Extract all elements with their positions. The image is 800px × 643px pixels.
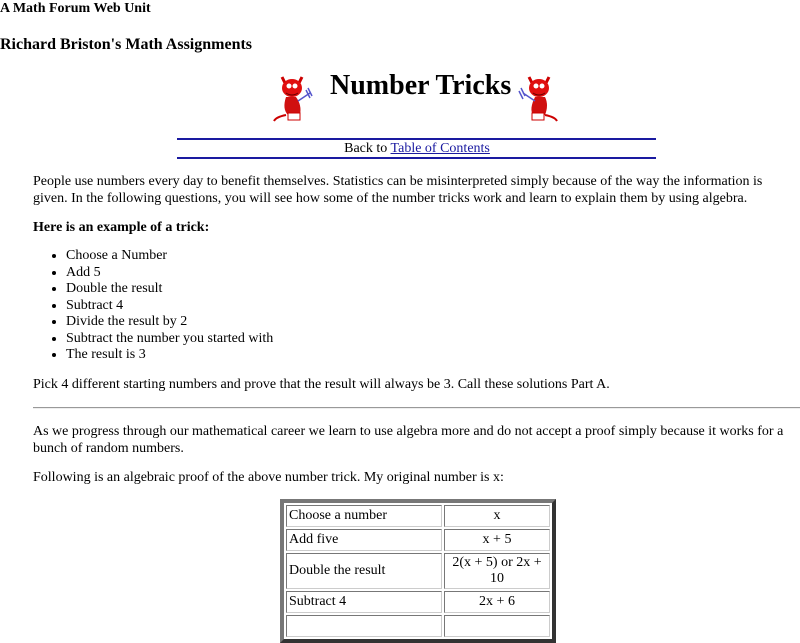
example-heading: Here is an example of a trick:	[33, 220, 210, 235]
table-row	[286, 505, 550, 527]
step-cell	[286, 615, 442, 637]
table-of-contents-link[interactable]: Table of Contents	[390, 141, 490, 156]
page-heading: Richard Briston's Math Assignments	[0, 36, 253, 53]
step-cell: Choose a number	[286, 505, 442, 527]
expression-cell: x	[444, 505, 550, 527]
part-a-paragraph: Pick 4 different starting numbers and prove that the result will always be 3. Call these solutions Part A.	[33, 377, 610, 392]
expression-cell	[444, 615, 550, 637]
expression-cell: 2(x + 5) or 2x + 10	[444, 553, 550, 589]
devil-mascot-icon	[272, 71, 314, 123]
list-item: • Divide the result by 2	[66, 314, 273, 331]
back-prefix: Back to	[344, 141, 391, 156]
step-cell: Add five	[286, 529, 442, 551]
proof-intro: Following is an algebraic proof of the above number trick. My original number is x:	[33, 470, 504, 485]
divider	[33, 407, 800, 409]
intro-paragraph: People use numbers every day to benefit themselves. Statistics can be misinterpreted simply because of the way the information is given. In the following questions, you will see how some of the number tricks work and learn to explain them by using algebra.	[33, 174, 763, 206]
list-item: • Subtract the number you started with	[66, 331, 273, 348]
divider	[177, 138, 656, 140]
list-item: • Choose a Number	[66, 248, 273, 265]
trick-steps-list	[33, 248, 273, 364]
progress-paragraph: As we progress through our mathematical career we learn to use algebra more and do not accept a proof simply because it works for a bunch of random numbers.	[33, 424, 784, 456]
divider	[177, 157, 656, 159]
page-title: Number Tricks	[330, 70, 512, 101]
algebraic-proof-table	[280, 499, 556, 643]
list-item: • Add 5	[66, 265, 273, 282]
list-item: • Subtract 4	[66, 298, 273, 315]
table-row	[286, 615, 550, 637]
expression-cell: 2x + 6	[444, 591, 550, 613]
list-item: • The result is 3	[66, 347, 273, 364]
back-nav	[0, 141, 800, 157]
devil-mascot-icon	[517, 71, 559, 123]
site-label: A Math Forum Web Unit	[0, 1, 151, 16]
expression-cell: x + 5	[444, 529, 550, 551]
table-row	[286, 529, 550, 551]
step-cell: Subtract 4	[286, 591, 442, 613]
step-cell: Double the result	[286, 553, 442, 589]
list-item: • Double the result	[66, 281, 273, 298]
table-row	[286, 553, 550, 589]
table-row	[286, 591, 550, 613]
